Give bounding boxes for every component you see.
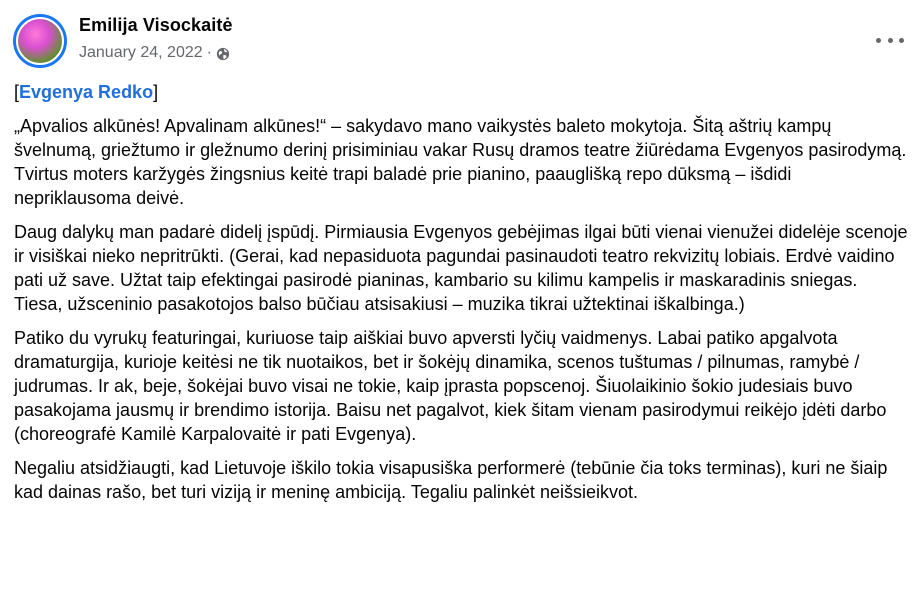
tagged-person-link[interactable]: Evgenya Redko xyxy=(19,82,154,102)
post-meta xyxy=(79,44,230,62)
tagged-person-line xyxy=(14,80,910,104)
meta-separator: · xyxy=(206,44,212,61)
post-paragraph: „Apvalios alkūnės! Apvalinam alkūnes!“ – sakydavo mano vaikystės baleto mokytoja. Šitą aštrių kampų švelnumą, griežtumo ir gležnumo derinį prisiminiau vakar Rusų dramos teatre žiūrėdama Evgenyos pasirodymą. Tvirtus moters karžygės žingsnius keitė trapi baladė prie pianino, paauglišką repo dūksmą – išdidi nepriklausoma deivė. xyxy=(14,116,907,208)
more-options-icon[interactable] xyxy=(876,28,904,52)
author-avatar[interactable] xyxy=(13,14,67,68)
post-body xyxy=(14,80,910,514)
post-paragraph: Daug dalykų man padarė didelį įspūdį. Pirmiausia Evgenyos gebėjimas ilgai būti vienai vienužei didelėje scenoje ir visiškai nieko nepritrūkti. (Gerai, kad nepasiduota pagundai pasinaudoti teatro rekvizitų lobiais. Erdvė vaidino pati už save. Užtat taip efektingai pasirodė pianinas, kambario su kilimu kampelis ir maskaradinis sniegas. Tiesa, užsceninio pasakotojos balso būčiau atsisakiusi – muzika tikrai užtektinai iškalbinga.) xyxy=(14,222,908,314)
tag-bracket-open: [ xyxy=(14,82,20,102)
avatar-image xyxy=(16,17,64,65)
post-paragraph: Negaliu atsidžiaugti, kad Lietuvoje iškilo tokia visapusiška performerė (tebūnie čia toks terminas), kuri ne šiaip kad dainas rašo, bet turi viziją ir meninę ambiciją. Tegaliu palinkėt neišsieikvot. xyxy=(14,458,888,502)
post-paragraph: Patiko du vyrukų featuringai, kuriuose taip aiškiai buvo apversti lyčių vaidmenys. Labai patiko apgalvota dramaturgija, kurioje keitėsi ne tik nuotaikos, bet ir šokėjų dinamika, scenos tuštumas / pilnumas, ramybė / judrumas. Ir ak, beje, šokėjai buvo visai ne tokie, kaip įprasta popscenoj. Šiuolaikinio šokio judesiais buvo pasakojama jausmų ir brendimo istorija. Baisu net pagalvot, kiek šitam vienam pasirodymui reikėjo įdėti darbo (choreografė Kamilė Karpalovaitė ir pati Evgenya). xyxy=(14,328,887,444)
tag-bracket-close: ] xyxy=(153,82,159,102)
more-dot xyxy=(888,38,893,43)
post-header xyxy=(12,12,912,68)
post-date[interactable]: January 24, 2022 xyxy=(79,44,203,61)
globe-icon[interactable] xyxy=(216,47,230,61)
more-dot xyxy=(899,38,904,43)
more-dot xyxy=(876,38,881,43)
author-name[interactable]: Emilija Visockaitė xyxy=(79,15,233,35)
